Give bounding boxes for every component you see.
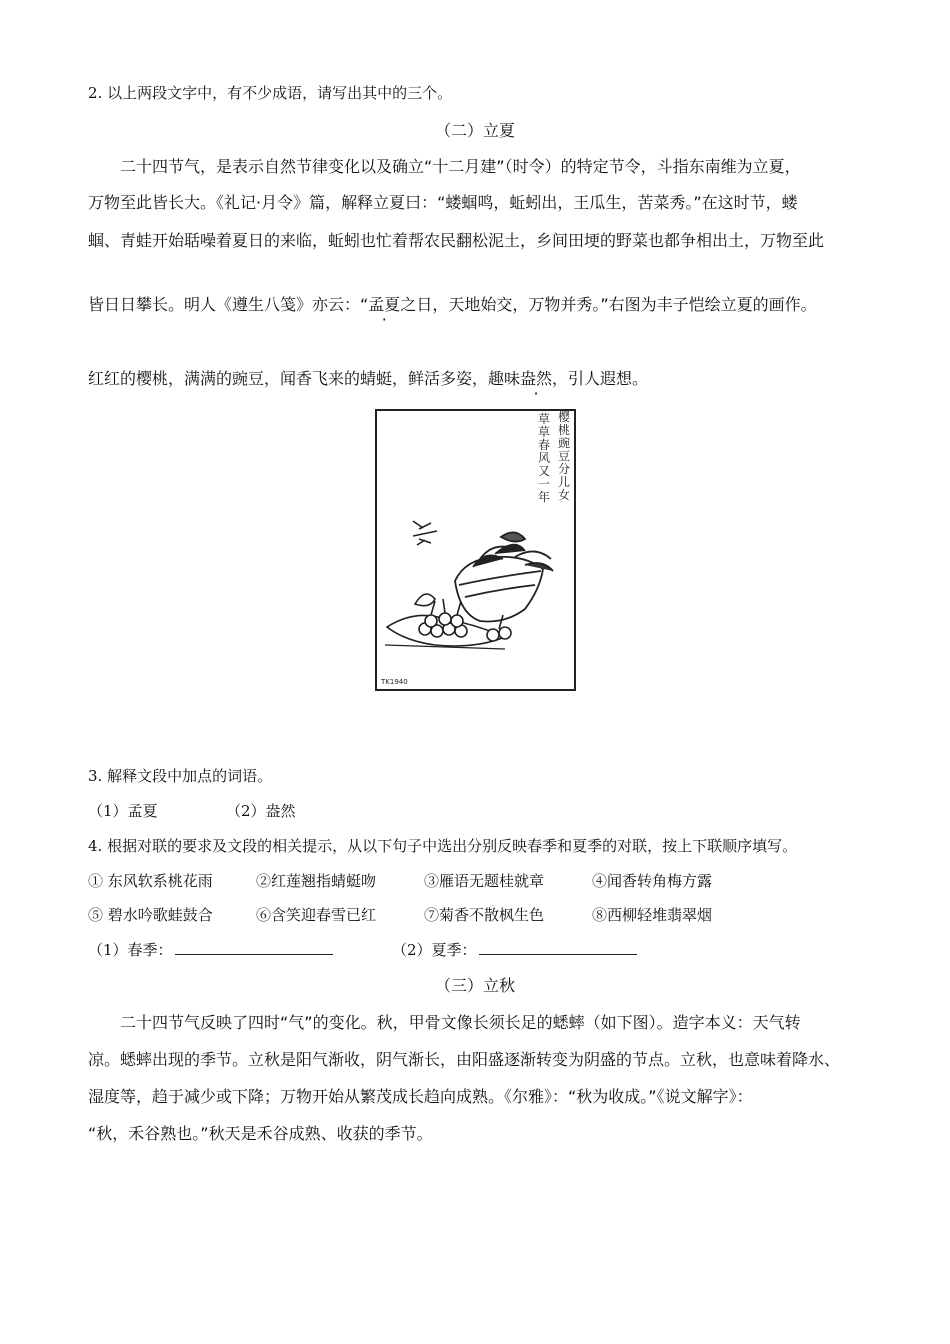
- summer-answer-row: [392, 939, 637, 960]
- dotted-word-mengxia: 孟夏: [368, 295, 401, 314]
- section-2-paragraph-line-4: [88, 292, 817, 315]
- feng-zikai-lixia-painting: [375, 409, 576, 691]
- spring-answer-row: [88, 939, 333, 960]
- section-3-paragraph-line-1: 二十四节气反映了四时“气”的变化。秋，甲骨文像长须长足的蟋蟀（如下图）。造字本义：天气转: [120, 1013, 801, 1032]
- question-3-item-1: （1）孟夏: [88, 802, 158, 820]
- couplet-option-6: ⑥含笑迎春雪已红: [256, 906, 377, 924]
- section-3-title: （三）立秋: [434, 976, 515, 995]
- couplet-option-3: ③雁语无题桂就章: [424, 872, 545, 890]
- section-2-paragraph-line-5: [88, 366, 648, 389]
- question-2: 2. 以上两段文字中，有不少成语，请写出其中的三个。: [88, 84, 453, 102]
- text-segment: 皆日日攀长。明人《遵生八笺》亦云：“: [88, 295, 369, 314]
- question-4-title: 4. 根据对联的要求及文段的相关提示，从以下句子中选出分别反映春季和夏季的对联，按上下联顺序填写。: [88, 837, 798, 855]
- section-3-paragraph-line-3: 湿度等，趋于减少或下降；万物开始从繁茂成长趋向成熟。《尔雅》：“秋为收成。”《说文解字》：: [88, 1087, 753, 1106]
- couplet-option-8: ⑧西柳轻堆翡翠烟: [592, 906, 713, 924]
- section-2-paragraph-line-1: 二十四节气，是表示自然节律变化以及确立“十二月建”（时令）的特定节令，斗指东南维为立夏，: [120, 157, 801, 176]
- section-2-title: （二）立夏: [434, 121, 515, 140]
- spring-answer-blank[interactable]: [175, 940, 333, 955]
- summer-answer-blank[interactable]: [479, 940, 637, 955]
- couplet-option-1: ① 东风软系桃花雨: [88, 872, 213, 890]
- summer-label: （2）夏季：: [392, 941, 477, 959]
- couplet-option-5: ⑤ 碧水吟歌蛙鼓合: [88, 906, 213, 924]
- section-3-paragraph-line-4: “秋，禾谷熟也。”秋天是禾谷成熟、收获的季节。: [88, 1124, 433, 1143]
- section-3-paragraph-line-2: 凉。蟋蟀出现的季节。立秋是阳气渐收，阴气渐长，由阳盛逐渐转变为阴盛的节点。立秋，也意味着降水、: [88, 1050, 841, 1069]
- section-2-paragraph-line-3: 蝈、青蛙开始聒噪着夏日的来临，蚯蚓也忙着帮农民翻松泥土，乡间田埂的野菜也都争相出土，万物至此: [88, 231, 825, 250]
- question-3-title: 3. 解释文段中加点的词语。: [88, 767, 273, 785]
- painting-signature: TK1940: [381, 678, 408, 686]
- text-segment: 之日，天地始交，万物并秀。”右图为丰子恺绘立夏的画作。: [400, 295, 817, 314]
- inscription-column-2: 草草春风又一年: [538, 412, 551, 504]
- couplet-option-2: ②红莲翘指蜻蜓吻: [256, 872, 377, 890]
- couplet-option-4: ④闻香转角梅方露: [592, 872, 713, 890]
- text-segment: 红红的樱桃，满满的豌豆，闻香飞来的蜻蜓，鲜活多姿，趣味: [88, 369, 521, 388]
- couplet-option-7: ⑦菊香不散枫生色: [424, 906, 545, 924]
- inscription-column-1: 樱桃豌豆分儿女: [558, 410, 571, 502]
- section-2-paragraph-line-2: 万物至此皆长大。《礼记·月令》篇，解释立夏曰：“蝼蝈鸣，蚯蚓出，王瓜生，苦菜秀。”在这时节，蝼: [88, 193, 798, 212]
- dotted-word-angran: 盎然: [520, 369, 553, 388]
- question-3-item-2: （2）盎然: [226, 802, 296, 820]
- spring-label: （1）春季：: [88, 941, 173, 959]
- text-segment: ，引人遐想。: [552, 369, 649, 388]
